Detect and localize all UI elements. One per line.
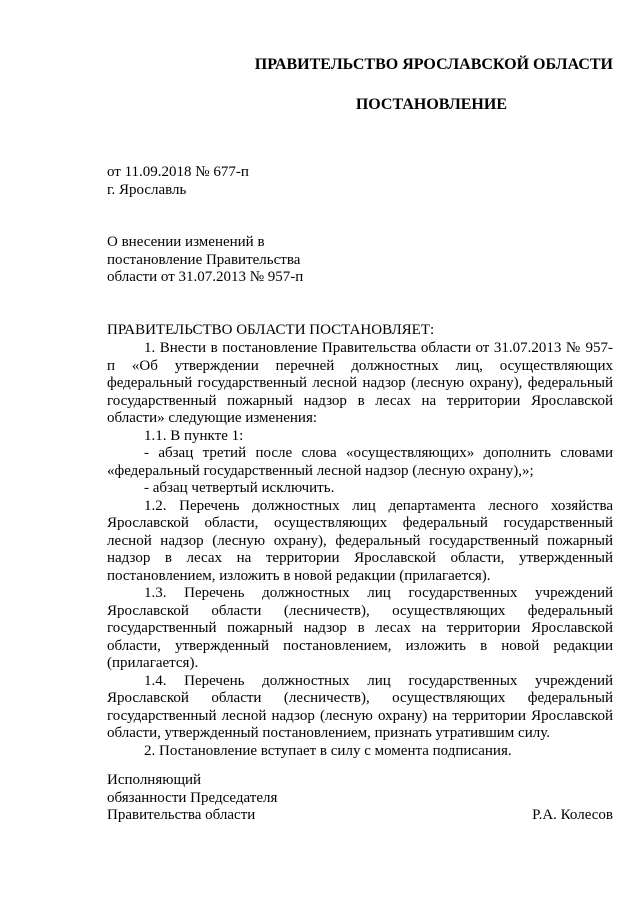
preamble: ПРАВИТЕЛЬСТВО ОБЛАСТИ ПОСТАНОВЛЯЕТ: [107,322,435,338]
paragraph-1-1: 1.1. В пункте 1: [144,427,244,444]
signature-row [107,807,613,825]
paragraph-1-1-b: - абзац четвертый исключить. [144,480,335,496]
subject-line: области от 31.07.2013 № 957-п [107,269,304,285]
paragraph-1: 1. Внести в постановление Правительства области от 31.07.2013 № 957-п «Об утверждении перечней должностных лиц, осуществляющих федеральный государственный лесной надзор (лесную охрану), федеральный государственный пожарный надзор в лесах на территории Ярославской области» следующие изменения: [107,340,613,426]
document-body [107,340,613,760]
government-title: ПРАВИТЕЛЬСТВО ЯРОСЛАВСКОЙ ОБЛАСТИ [254,56,613,73]
signatory-position: Исполняющий [107,772,202,788]
signatory-position: Правительства области [107,807,256,823]
paragraph-1-3: 1.3. Перечень должностных лиц государственных учреждений Ярославской области (лесничеств), осуществляющих федеральный государственный пожарный надзор в лесах на территории Ярославской области, утвержденный постановлением, изложить в новой редакции (прилагается). [107,585,613,671]
document-subject [107,234,613,287]
subject-line: О внесении изменений в [107,234,265,250]
subject-line: постановление Правительства [107,251,301,268]
paragraph-1-2: 1.2. Перечень должностных лиц департамента лесного хозяйства Ярославской области, осуществляющих федеральный государственный лесной надзор (лесную охрану), федеральный государственный пожарный надзор в лесах на территории Ярославской области, утвержденный постановлением, изложить в новой редакции (прилагается). [107,497,613,584]
document-type-title: ПОСТАНОВЛЕНИЕ [355,96,507,113]
city: г. Ярославль [107,181,187,198]
paragraph-2: 2. Постановление вступает в силу с момента подписания. [144,742,512,759]
date-number: от 11.09.2018 № 677-п [107,164,249,180]
signature-block [107,772,613,825]
signatory-position: обязанности Председателя [107,789,278,806]
document-meta [107,164,613,199]
paragraph-1-1-a: - абзац третий после слова «осуществляющих» дополнить словами «федеральный государственный лесной надзор (лесную охрану),»; [107,445,613,479]
paragraph-1-4: 1.4. Перечень должностных лиц государственных учреждений Ярославской области (лесничеств), осуществляющих федеральный государственный лесной надзор (лесную охрану) на территории Ярославской области, утвержденный постановлением, признать утратившим силу. [107,672,613,741]
signatory-name: Р.А. Колесов [532,807,613,823]
